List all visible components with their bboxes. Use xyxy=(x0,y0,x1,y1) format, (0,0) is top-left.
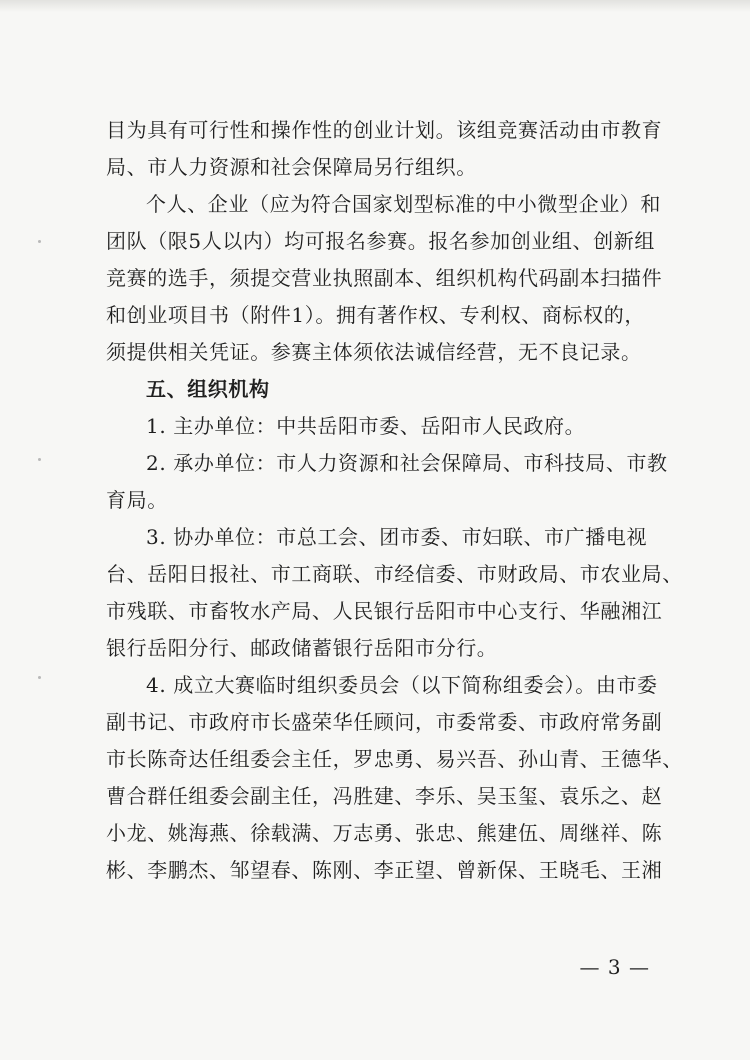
section-heading: 五、组织机构 xyxy=(146,377,270,401)
paragraph-line: 竞赛的选手，须提交营业执照副本、组织机构代码副本扫描件 xyxy=(106,266,663,290)
scan-top-edge xyxy=(0,0,750,12)
paragraph-line: 副书记、市政府市长盛荣华任顾问，市委常委、市政府常务副 xyxy=(106,710,663,734)
paragraph-line: 市残联、市畜牧水产局、人民银行岳阳市中心支行、华融湘江 xyxy=(106,599,663,623)
paragraph-line: 1. 主办单位：中共岳阳市委、岳阳市人民政府。 xyxy=(146,414,586,438)
paragraph-line: 团队（限5人以内）均可报名参赛。报名参加创业组、创新组 xyxy=(106,229,655,253)
paragraph-line: 个人、企业（应为符合国家划型标准的中小微型企业）和 xyxy=(146,192,661,216)
scan-mark xyxy=(38,676,41,679)
paragraph-line: 小龙、姚海燕、徐载满、万志勇、张忠、熊建伍、周继祥、陈 xyxy=(106,821,663,845)
paragraph-line: 2. 承办单位：市人力资源和社会保障局、市科技局、市教 xyxy=(146,451,668,475)
paragraph-line: 和创业项目书（附件1）。拥有著作权、专利权、商标权的， xyxy=(106,303,645,327)
paragraph-line: 市长陈奇达任组委会主任，罗忠勇、易兴吾、孙山青、王德华、 xyxy=(106,747,683,771)
paragraph-line: 须提供相关凭证。参赛主体须依法诚信经营，无不良记录。 xyxy=(106,340,642,364)
scan-mark xyxy=(38,240,41,243)
paragraph-line: 台、岳阳日报社、市工商联、市经信委、市财政局、市农业局、 xyxy=(106,562,683,586)
paragraph-line: 银行岳阳分行、邮政储蓄银行岳阳市分行。 xyxy=(106,636,498,660)
paragraph-line: 局、市人力资源和社会保障局另行组织。 xyxy=(106,155,477,179)
paragraph-line: 3. 协办单位：市总工会、团市委、市妇联、市广播电视 xyxy=(146,525,648,549)
paragraph-line: 育局。 xyxy=(106,488,168,512)
page-number: — 3 — xyxy=(579,955,650,979)
paragraph-line: 彬、李鹏杰、邹望春、陈刚、李正望、曾新保、王晓毛、王湘 xyxy=(106,858,663,882)
paragraph-line: 4. 成立大赛临时组织委员会（以下简称组委会）。由市委 xyxy=(146,673,658,697)
document-body xyxy=(106,112,683,889)
scan-mark xyxy=(38,458,41,461)
paragraph-line: 目为具有可行性和操作性的创业计划。该组竞赛活动由市教育 xyxy=(106,118,663,142)
paragraph-line: 曹合群任组委会副主任，冯胜建、李乐、吴玉玺、袁乐之、赵 xyxy=(106,784,663,808)
